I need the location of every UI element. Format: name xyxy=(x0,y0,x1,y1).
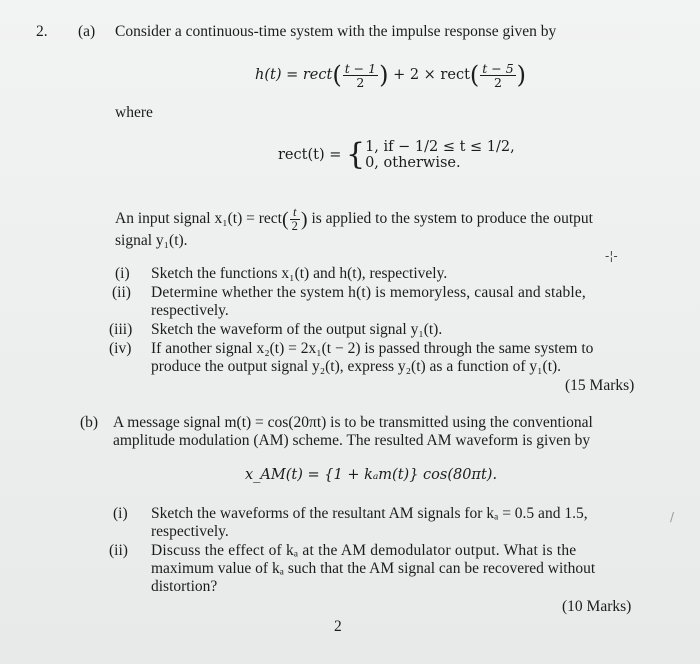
h-mid: + 2 × rect xyxy=(393,67,470,83)
a-item-2-text: Determine whether the system h(t) is memoryless, causal and stable, xyxy=(151,284,586,301)
a-item-3-text: Sketch the waveform of the output signal y₁(t). xyxy=(151,321,443,338)
question-number: 2. xyxy=(36,23,48,40)
part-a-marks: (15 Marks) xyxy=(565,377,635,394)
part-b-marks: (10 Marks) xyxy=(562,598,632,615)
part-a-label: (a) xyxy=(78,23,96,40)
b-item-1-label: (i) xyxy=(113,505,128,522)
rect-lhs: rect(t) = xyxy=(278,147,342,163)
cursor-mark: -¦- xyxy=(605,249,618,263)
b-item-1-text: Sketch the waveforms of the resultant AM signals for kₐ = 0.5 and 1.5, xyxy=(151,505,588,522)
input-signal-line: An input signal x₁(t) = rect( $\frac{t}{2}$ ) is applied to the system to produce the output xyxy=(115,205,593,233)
h-frac-2: $\frac{t - 5}{2}$ xyxy=(482,60,514,90)
a-item-2-text-2: respectively. xyxy=(151,302,229,319)
a-item-2-label: (ii) xyxy=(112,284,131,301)
impulse-response-equation: h(t) = rect( $\frac{t - 1}{2}$ ) + 2 × rect( $\frac{t - 5}{2}$ ) xyxy=(255,60,527,90)
b-item-2-text: Discuss the effect of kₐ at the AM demodulator output. What is the xyxy=(151,542,577,559)
input-signal-line-2: signal y₁(t). xyxy=(115,232,188,249)
b-item-2-text-3: distortion? xyxy=(151,578,218,595)
part-b-intro-2: amplitude modulation (AM) scheme. The resulted AM waveform is given by xyxy=(113,432,591,449)
part-b-intro-1: A message signal m(t) = cos(20πt) is to be transmitted using the conventional xyxy=(113,414,593,431)
a-item-3-label: (iii) xyxy=(109,321,133,338)
h-lhs: h(t) = rect xyxy=(255,67,333,83)
b-item-2-text-2: maximum value of kₐ such that the AM signal can be recovered without xyxy=(151,560,596,577)
am-equation: x_AM(t) = {1 + kₐm(t)} cos(80πt). xyxy=(245,467,498,483)
stray-mark: / xyxy=(670,510,675,524)
part-b-label: (b) xyxy=(80,414,99,431)
a-item-1-label: (i) xyxy=(115,265,130,282)
h-frac-1: $\frac{t - 1}{2}$ xyxy=(344,60,377,90)
page-number: 2 xyxy=(334,618,342,635)
b-item-1-text-2: respectively. xyxy=(151,523,229,540)
rect-cases: 1, if − 1/2 ≤ t ≤ 1/2, 0, otherwise. xyxy=(365,139,515,171)
where-label: where xyxy=(115,104,153,121)
rect-definition: rect(t) = { 1, if − 1/2 ≤ t ≤ 1/2, 0, otherwise. xyxy=(278,137,515,172)
a-item-1-text: Sketch the functions x₁(t) and h(t), respectively. xyxy=(151,265,448,282)
a-item-4-text-2: produce the output signal y₂(t), express y₂(t) as a function of y₁(t). xyxy=(151,358,562,375)
a-item-4-label: (iv) xyxy=(109,340,132,357)
b-item-2-label: (ii) xyxy=(109,542,128,559)
a-item-4-text: If another signal x₂(t) = 2x₁(t − 2) is passed through the same system to xyxy=(151,340,594,357)
part-a-intro: Consider a continuous-time system with the impulse response given by xyxy=(115,23,557,40)
